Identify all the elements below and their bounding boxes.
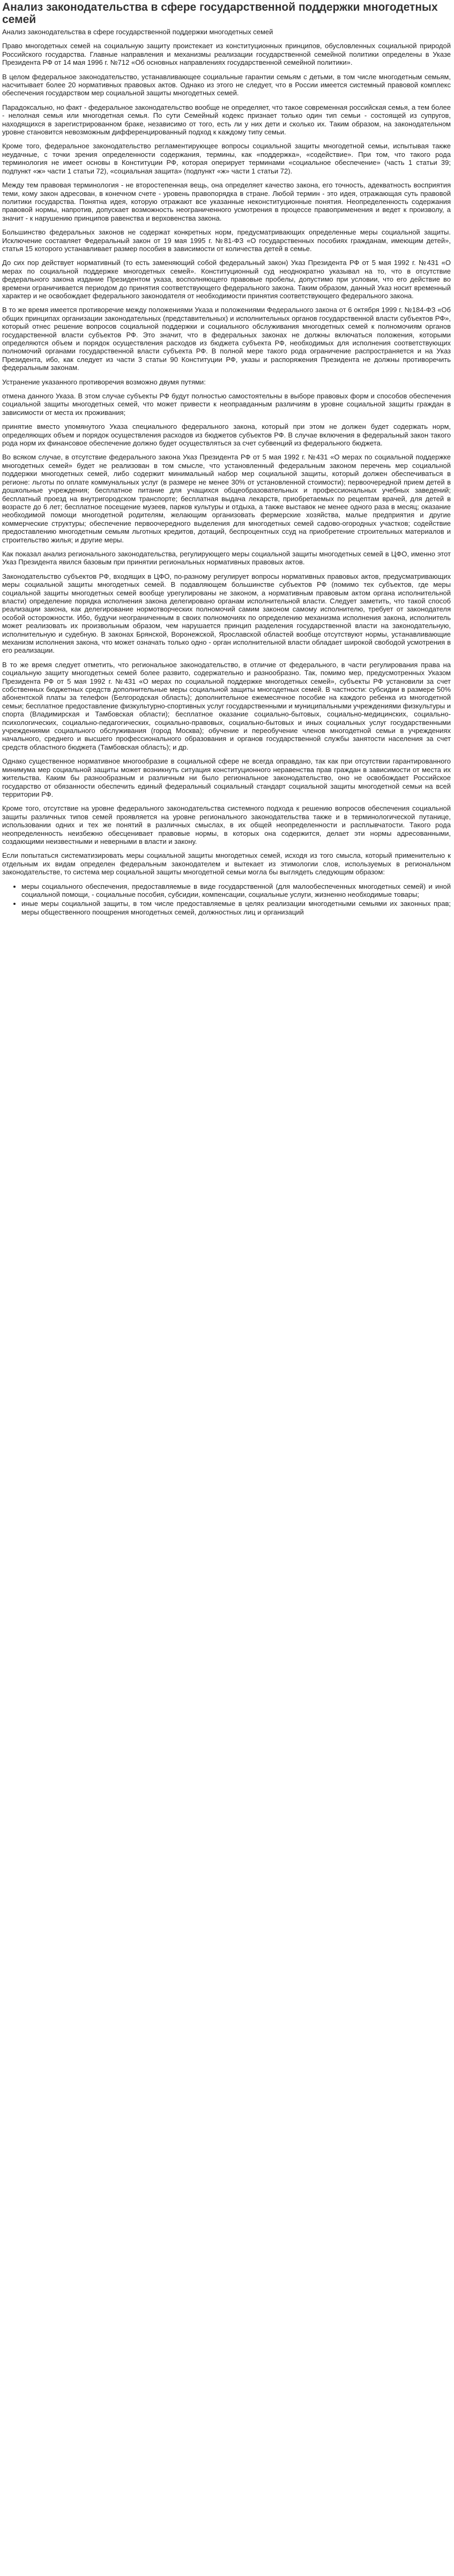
article-lead: Анализ законодательства в сфере государственной поддержки многодетных семей [2, 28, 273, 36]
measures-list [2, 882, 451, 917]
body-paragraph: Если попытаться систематизировать меры социальной защиты многодетных семей, исходя из того смысла, который применительно к отдельным их видам определен федеральным законодателем и вытекает из этимологии слов, используемых в региональном законодательстве, то система мер социальной защиты многодетной семьи могла бы выглядеть следующим образом: [2, 851, 451, 877]
body-paragraph: Право многодетных семей на социальную защиту проистекает из конституционных принципов, обусловленных социальной природой Российского государства. Главные направления и механизмы реализации государственной семейной политики определены в Указе Президента РФ от 14 мая 1996 г. №712 «Об основных направлениях государственной семейной политики». [2, 42, 451, 67]
list-item: • иные меры социальной защиты, в том числе предоставляемые в целях реализации многодетными семьями их законных прав; меры общественного поощрения многодетных семей, должностных лиц и организаций [21, 900, 451, 916]
body-paragraph: В целом федеральное законодательство, устанавливающее социальные гарантии семьям с детьми, в том числе многодетным семьям, насчитывает более 20 нормативных правовых актов. Однако из этого не следует, что в России имеется системный правовой комплекс обеспечения государством мер социальной защиты многодетных семей. [2, 72, 451, 97]
list-item: • меры социального обеспечения, предоставляемые в виде государственной (для малообеспеченных многодетных семей) и иной социальной помощи, - социальные пособия, субсидии, компенсации, социальные услуги, жизненно необходимые товары; [21, 882, 451, 899]
body-paragraph: В то же время следует отметить, что региональное законодательство, в отличие от федерального, в части регулирования права на социальную защиту многодетных семей более развито, содержательно и разнообразно. Так, помимо мер, предусмотренных Указом Президента РФ от 5 мая 1992 г. №431 «О мерах по социальной поддержке многодетных семей», субъекты РФ установили за счет собственных бюджетных средств дополнительные меры социальной защиты многодетных семей. В частности: субсидии в размере 50% абонентской платы за телефон (Белгородская область); дополнительное ежемесячное пособие на каждого ребенка из многодетной семьи; бесплатное предоставление физкультурно-спортивных услуг государственными и муниципальными учреждениями физкультуры и спорта (Владимирская и Тамбовская области); бесплатное оказание социально-бытовых, социально-медицинских, социально-психологических, социально-педагогических, социально-правовых, социально-бытовых и иных социальных услуг государственными учреждениями социального обслуживания (город Москва); обучение и переобучение членов многодетной семьи в учреждениях начального, среднего и высшего профессионального образования и органов государственной службы занятости населения за счет средств областного бюджета (Тамбовская область); и др. [2, 660, 451, 751]
article-body [2, 42, 451, 876]
body-paragraph: Большинство федеральных законов не содержат конкретных норм, предусматривающих определенные меры социальной защиты. Исключение составляет Федеральный закон от 19 мая 1995 г. №81-ФЗ «О государственных пособиях гражданам, имеющим детей», статья 15 которого устанавливает размер пособия в зависимости от количества детей в семье. [2, 228, 451, 253]
body-paragraph: Кроме того, федеральное законодательство регламентирующее вопросы социальной защиты многодетной семьи, испытывая также неудачные, с точки зрения определенности содержания, термины, как «поддержка», «содействие». При том, что такого рода терминология не имеет основы в Конституции РФ, которая оперирует терминами «социальное обеспечение» (часть 1 статьи 39; подпункт «ж» части 1 статьи 72), «социальная защита» (подпункт «ж» части 1 статьи 72). [2, 142, 451, 175]
body-paragraph: принятие вместо упомянутого Указа специального федерального закона, который при этом не должен будет содержать норм, определяющих объем и порядок осуществления расходов из бюджетов субъектов РФ. В случае включения в федеральный закон такого рода норм их финансовое обеспечение должно будет осуществляться за счет субвенций из федерального бюджета. [2, 422, 451, 448]
body-paragraph: Как показал анализ регионального законодательства, регулирующего меры социальной защиты многодетных семей в ЦФО, именно этот Указ Президента явился базовым при принятии региональных нормативных правовых актов. [2, 549, 451, 566]
body-paragraph: отмена данного Указа. В этом случае субъекты РФ будут полностью самостоятельны в выборе правовых форм и способов обеспечения социальной защиты многодетных семей, что может привести к неоправданным различиям в уровне социальной защиты граждан в зависимости от места их проживания; [2, 392, 451, 417]
body-paragraph: Кроме того, отсутствие на уровне федерального законодательства системного подхода к решению вопросов обеспечения социальной защиты различных типов семей проявляется на уровне регионального законодательства также и в терминологической путанице, использовании одних и тех же понятий в различных смыслах, в их общей неопределенности и расплывчатости. Такого рода неопределенность неизбежно обесценивает правовые нормы, в которых она содержится, делает эти нормы адресованными, создающими неизвестными и неверными в власти и закону. [2, 804, 451, 845]
body-paragraph: Однако существенное нормативное многообразие в социальной сфере не всегда оправдано, так как при отсутствии гарантированного минимума мер социальной защиты может возникнуть ситуация конституционного неравенства прав граждан в зависимости от места их жительства. Каким бы разнообразным и различным ни было региональное законодательство, оно не освобождает Российское государство от обязанности обеспечить единый федеральный социальный стандарт социальной защиты многодетной семьи на всей территории РФ. [2, 757, 451, 798]
body-paragraph: Устранение указанного противоречия возможно двумя путями: [2, 377, 206, 386]
body-paragraph: Законодательство субъектов РФ, входящих в ЦФО, по-разному регулирует вопросы нормативных правовых актов, предусматривающих меры социальной защиты многодетных семей. В подавляющем большинстве субъектов РФ (помимо тех субъектов, где меры социальной защиты многодетных семей вообще урегулированы не законом, а нормативным правовым актом органа исполнительной власти) определение порядка исполнения закона делегировано органам исполнительной власти. Следует заметить, что такой способ реализации закона, как делегирование нормотворческих полномочий самим законом самому исполнителю, требует от законодателя особой осторожности. Ибо, будучи неограниченным в своих полномочиях по определению механизма исполнения закона, исполнитель может реализовать их произвольным образом, чем нарушается принцип разделения государственной власти на законодательную, исполнительную и судебную. В законах Брянской, Воронежской, Ярославской областей вообще отсутствуют нормы, устанавливающие механизм исполнения закона, что может означать только одно - орган исполнительной власти обладает широкой свободой усмотрения в его реализации. [2, 572, 451, 655]
body-paragraph: Парадоксально, но факт - федеральное законодательство вообще не определяет, что такое современная российская семья, а тем более - нелолная семья или многодетная семья. По сути Семейный кодекс признает только один тип семьи - состоящей из супругов, находящихся в зарегистрированном браке, независимо от того, есть ли у них дети и сколько их. Таким образом, на законодательном уровне становится невозможным дифференцированный подход к каждому типу семьи. [2, 103, 451, 137]
body-paragraph: Во всяком случае, в отсутствие федерального закона Указ Президента РФ от 5 мая 1992 г. №431 «О мерах по социальной поддержке многодетных семей» будет не реализован в том смысле, что установленный федеральным законом перечень мер социальной поддержки многодетных семей, либо содержит минимальный набор мер социальной защиты, который должен обеспечиваться в регионе: льготы по оплате коммунальных услуг (в размере не менее 30% от установленной стоимости); первоочередной прием детей в дошкольные учреждения; бесплатное питание для учащихся общеобразовательных и профессиональных учебных заведений; бесплатный проезд на внутригородском транспорте; бесплатная выдача лекарств, приобретаемых по рецептам врачей, для детей в возрасте до 6 лет; бесплатное посещение музеев, парков культуры и отдыха, а также выставок не менее одного раза в месяц; оказание необходимой помощи многодетной родителям, желающим организовать фермерские хозяйства, малые предприятия и другие коммерческие структуры; обеспечение первоочередного выделения для многодетных семей садово-огородных участков; содействие предоставлению многодетным семьям льготных кредитов, дотаций, беспроцентных ссуд на приобретение строительных материалов и строительство жилья; и другие меры. [2, 453, 451, 544]
body-paragraph: До сих пор действует нормативный (то есть заменяющий собой федеральный закон) Указ Президента РФ от 5 мая 1992 г. №431 «О мерах по социальной поддержке многодетных семей». Конституционный суд неоднократно указывал на то, что в отсутствие федерального закона издание Президентом указа, восполняющего правовые пробелы, допустимо при условии, что его действие во времени ограничивается периодом до принятия соответствующего федерального закона. Таким образом, данный Указ носит временный характер и не освобождает федерального законодателя от необходимости принятия соответствующего федерального закона. [2, 259, 451, 300]
article-title: Анализ законодательства в сфере государственной поддержки многодетных семей [2, 1, 438, 26]
body-paragraph: В то же время имеется противоречие между положениями Указа и положениями Федерального закона от 6 октября 1999 г. №184-ФЗ «Об общих принципах организации законодательных (представительных) и исполнительных органов государственной власти субъектов РФ», который отнес решение вопросов социальной поддержки и социального обслуживания многодетных семей к полномочиям органов государственной власти субъектов РФ. Это значит, что в федеральных законах не должны включаться положения, которыми определяются объем и порядок осуществления расходов из бюджета субъекта РФ, необходимых для исполнения соответствующих полномочий органами государственной власти субъекта РФ. В полной мере такого рода ограничение распространяется и на Указ Президента, ибо, как следует из части 3 статьи 90 Конституции РФ, указы и распоряжения Президента не должны противоречить федеральным законам. [2, 306, 451, 372]
body-paragraph: Между тем правовая терминология - не второстепенная вещь, она определяет качество закона, его точность, адекватность восприятия теми, кому закон адресован, в конечном счете - уровень правопорядка в стране. Любой термин - это идея, отражающая суть правовой политики государства. Понятна идея, которую отражают все указанные неконституционные понятия. Неопределенность содержания правовой нормы, напротив, допускает возможность неограниченного усмотрения в процессе правоприменения и ведет к произволу, а значит - к нарушению принципов равенства и верховенства закона. [2, 181, 451, 222]
